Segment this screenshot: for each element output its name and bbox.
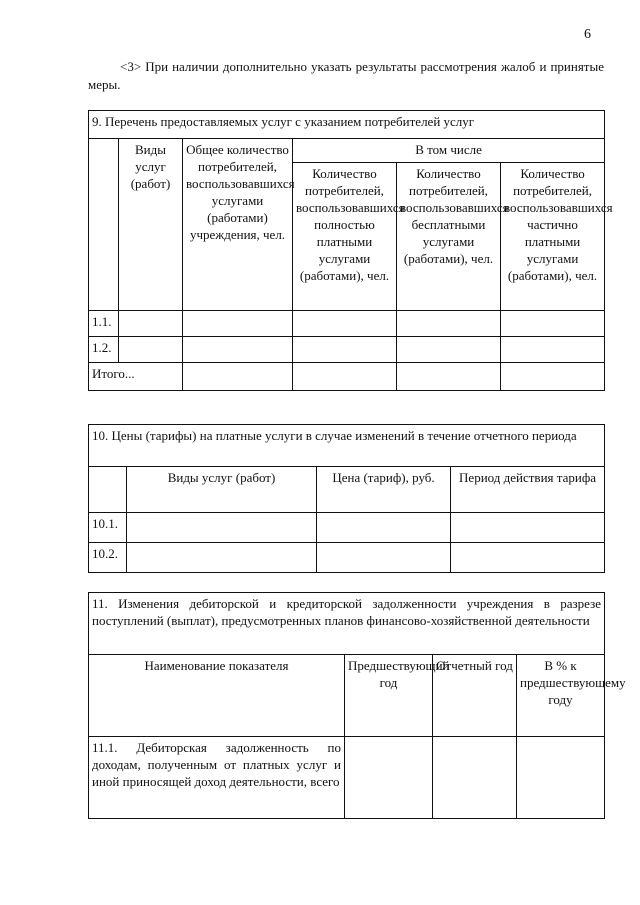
row-label: 1.1. <box>89 311 119 337</box>
table-cell <box>451 513 605 543</box>
table-cell <box>345 737 433 819</box>
service-types-header: Виды услуг (работ) <box>119 139 183 311</box>
footnote: <3> При наличии дополнительно указать результаты рассмотрения жалоб и принятые меры. <box>88 59 604 92</box>
table-cell <box>317 543 451 573</box>
row-label: 10.2. <box>89 543 127 573</box>
table-cell <box>451 543 605 573</box>
services-table <box>88 110 613 391</box>
table-cell <box>397 337 501 363</box>
section-11-title: 11. Изменения дебиторской и кредиторской задолженности учреждения в разрезе поступлений (выплат), предусмотренных планов финансово-хозяйственной деятельности <box>89 593 605 655</box>
price-header: Цена (тариф), руб. <box>317 467 451 513</box>
section-9-title: 9. Перечень предоставляемых услуг с указанием потребителей услуг <box>89 111 605 139</box>
table-cell <box>501 363 605 391</box>
free-consumers-header: Количество потребителей, воспользовавшихся бесплатными услугами (работами), чел. <box>397 163 501 311</box>
percent-to-previous-header: В % к предшествующему году <box>517 655 605 737</box>
table-cell <box>501 311 605 337</box>
table-cell <box>517 737 605 819</box>
table-cell <box>119 337 183 363</box>
full-paid-consumers-header: Количество потребителей, воспользовавшихся полностью платными услугами (работами), чел. <box>293 163 397 311</box>
including-header: В том числе <box>293 139 605 163</box>
receivables-payables-table <box>88 592 626 819</box>
table-cell <box>127 513 317 543</box>
table-cell <box>127 543 317 573</box>
report-year-header: Отчетный год <box>433 655 517 737</box>
total-consumers-header: Общее количество потребителей, воспользовавшихся услугами (работами) учреждения, чел. <box>183 139 293 311</box>
row-number-header <box>89 467 127 513</box>
tariffs-table <box>88 424 605 573</box>
table-cell <box>397 311 501 337</box>
table-cell <box>317 513 451 543</box>
row-label: 10.1. <box>89 513 127 543</box>
section-10-title: 10. Цены (тарифы) на платные услуги в случае изменений в течение отчетного периода <box>89 425 605 467</box>
table-cell <box>183 311 293 337</box>
total-row-label: Итого... <box>89 363 183 391</box>
page-number: 6 <box>584 27 591 42</box>
table-cell <box>119 311 183 337</box>
table-cell <box>397 363 501 391</box>
table-cell <box>501 337 605 363</box>
tariff-period-header: Период действия тарифа <box>451 467 605 513</box>
table-cell <box>293 363 397 391</box>
service-types-header: Виды услуг (работ) <box>127 467 317 513</box>
table-cell <box>183 337 293 363</box>
row-number-header <box>89 139 119 311</box>
table-cell <box>433 737 517 819</box>
receivables-row-label: 11.1. Дебиторская задолженность по доходам, полученным от платных услуг и иной приносящей доход деятельности, всего <box>89 737 345 819</box>
indicator-name-header: Наименование показателя <box>89 655 345 737</box>
table-cell <box>293 337 397 363</box>
partial-paid-consumers-header: Количество потребителей, воспользовавшихся частично платными услугами (работами), чел. <box>501 163 605 311</box>
table-cell <box>183 363 293 391</box>
table-cell <box>293 311 397 337</box>
row-label: 1.2. <box>89 337 119 363</box>
previous-year-header: Предшествующий год <box>345 655 433 737</box>
